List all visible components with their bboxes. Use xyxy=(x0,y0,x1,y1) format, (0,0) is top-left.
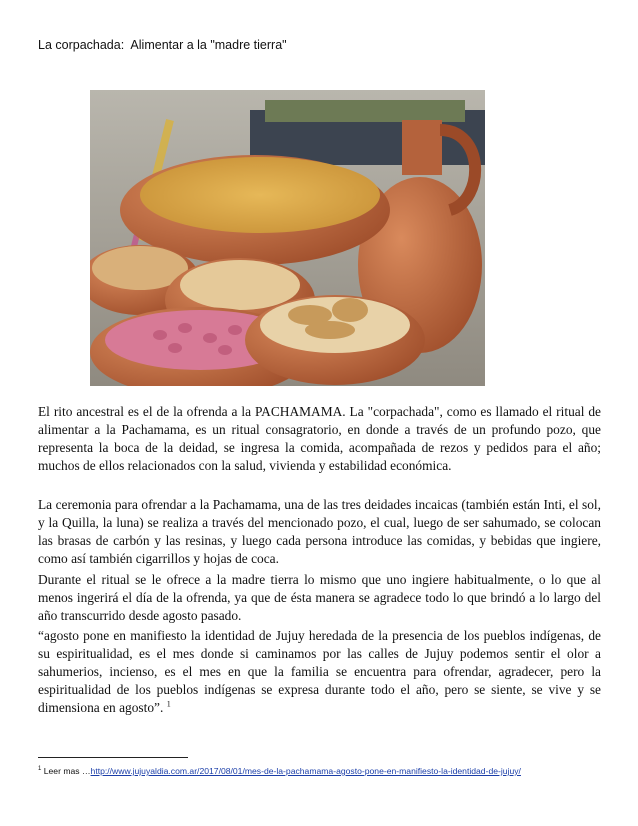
footnote-link[interactable]: http://www.jujuyaldia.com.ar/2017/08/01/mes-de-la-pachamama-agosto-pone-en-manifiesto-la-identidad-de-jujuy/ xyxy=(90,766,521,776)
ofrenda-photo xyxy=(90,90,485,386)
document-title: La corpachada: Alimentar a la "madre tierra" xyxy=(38,38,287,52)
pachamama-offering-image xyxy=(90,90,485,386)
paragraph-2: La ceremonia para ofrendar a la Pachamama, una de las tres deidades incaicas (también están Inti, el sol, y la Quilla, la luna) se realiza a través del mencionado pozo, el cual, luego de ser sahumado, se colocan las brasas de carbón y las resinas, y luego cada persona introduce las comidas, y bebidas que ingiere, como así también cigarrillos y hojas de coca. xyxy=(38,497,601,566)
footnote-separator xyxy=(38,757,188,758)
paragraph-1: El rito ancestral es el de la ofrenda a la PACHAMAMA. La "corpachada", como es llamado el ritual de alimentar a la Pachamama, es un ritual consagratorio, en donde a través de un profundo pozo, que representa la boca de la deidad, se ingresa la comida, acompañada de rezos y pedidos para el año; muchos de ellos relacionados con la salud, vivienda y estabilidad económica. xyxy=(38,404,601,473)
footnote-prefix: Leer mas … xyxy=(41,766,91,776)
paragraph-4 xyxy=(38,627,601,717)
footnote-reference[interactable]: 1 xyxy=(166,699,171,709)
footnote xyxy=(38,766,608,776)
footnote-number: 1 xyxy=(38,766,42,773)
quote-text: “agosto pone en manifiesto la identidad de Jujuy heredada de la presencia de los pueblos indígenas, de su espiritualidad, es el mes donde si caminamos por las calles de Jujuy podemos sentir el olor a sahumerios, incienso, es el mes en que la familia se encuentra para ofrendar, agradecer, pero la espiritualidad de los pueblos indígenas se expresa durante todo el año, pero se siente, se vive y se dimensiona en agosto”. xyxy=(38,628,601,715)
paragraph-3: Durante el ritual se le ofrece a la madre tierra lo mismo que uno ingiere habitualmente, o lo que al menos ingerirá el día de la ofrenda, ya que de ésta manera se agradece todo lo que brindó a lo largo del año transcurrido desde agosto pasado. xyxy=(38,572,601,623)
